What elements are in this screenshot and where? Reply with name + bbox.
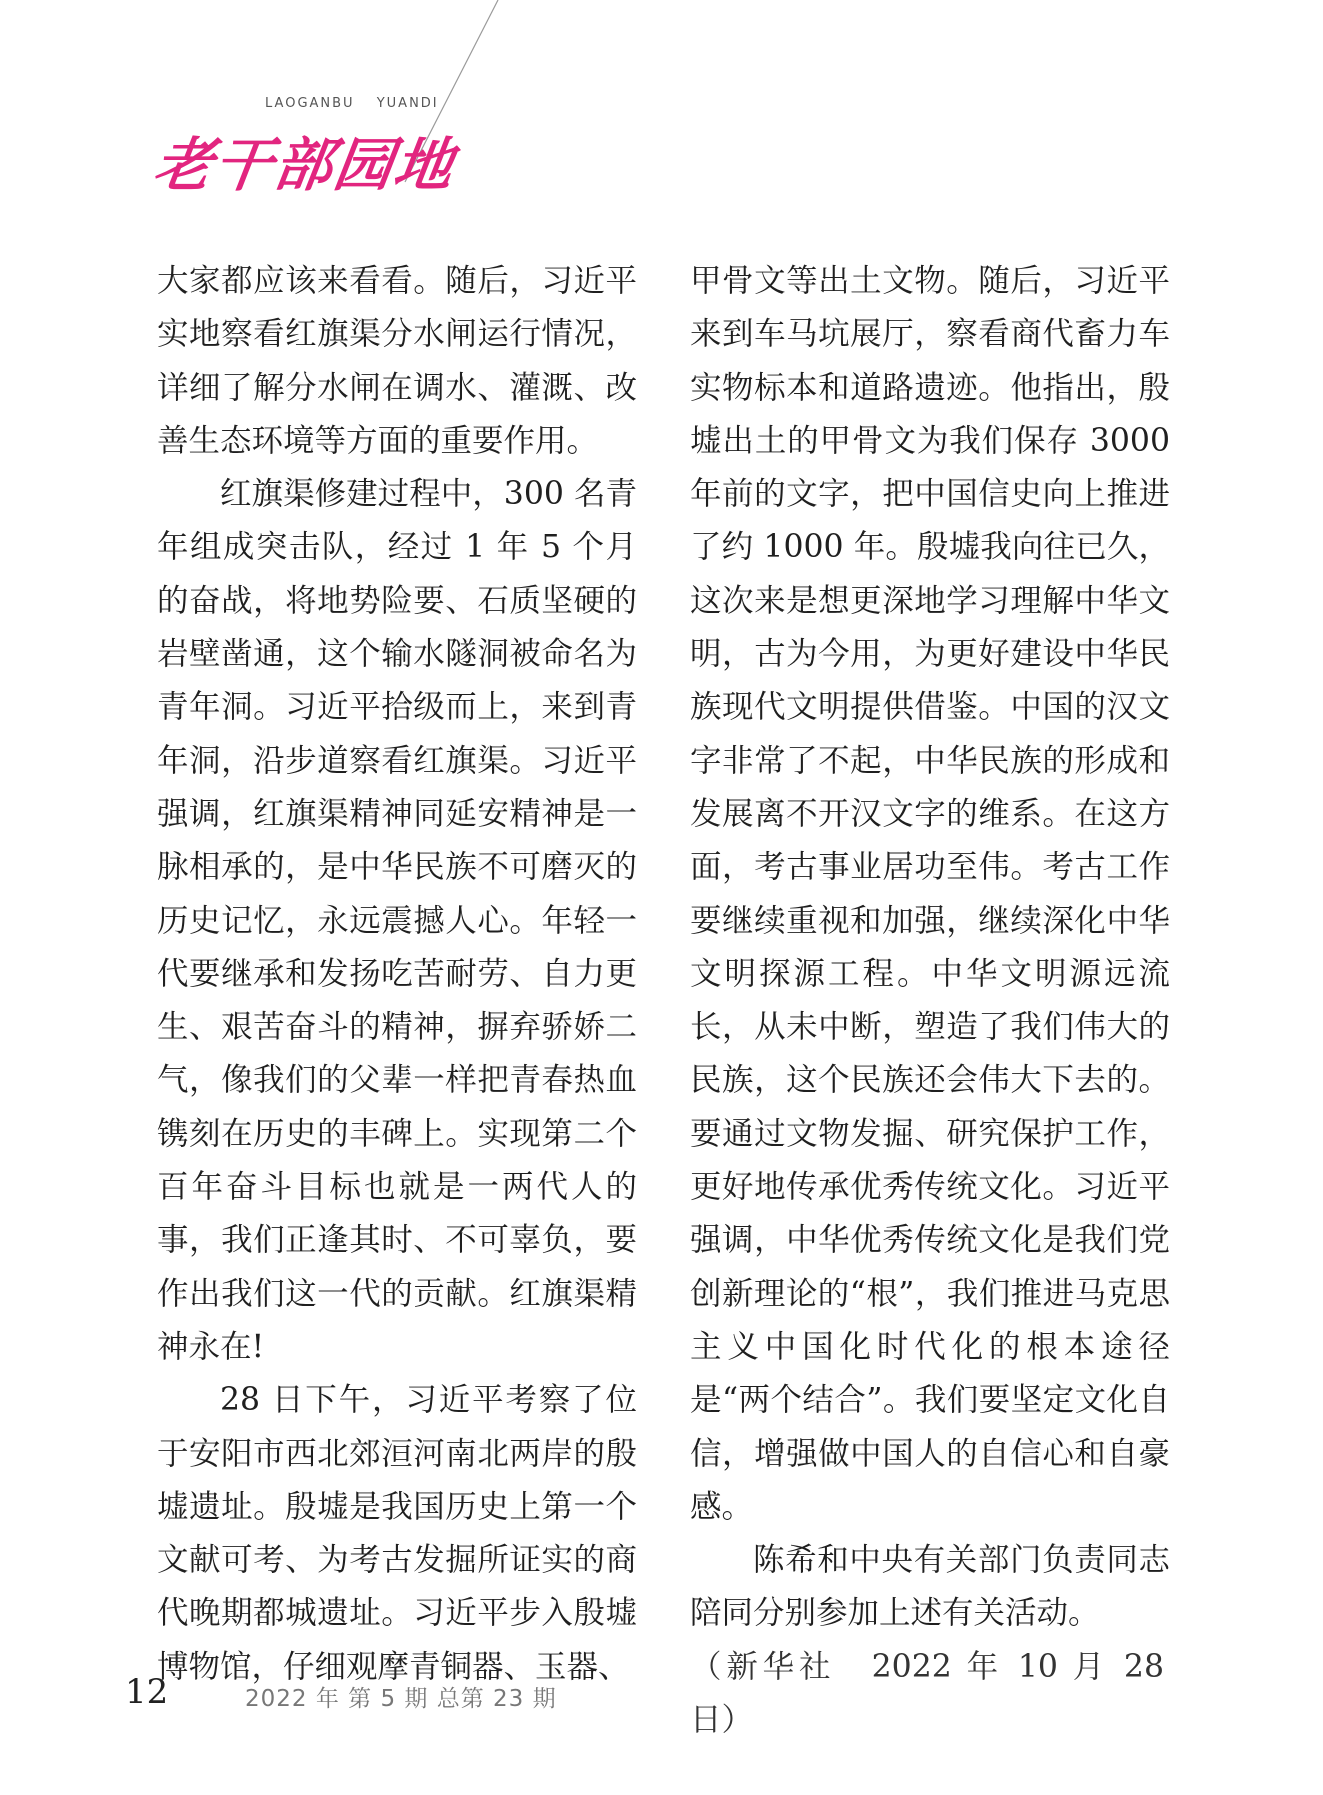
paragraph-right-2: 陈希和中央有关部门负责同志陪同分别参加上述有关活动。 (690, 1542, 1170, 1632)
masthead-english-word-1: LAOGANBU (265, 96, 355, 111)
paragraph-left-3: 28 日下午，习近平考察了位于安阳市西北郊洹河南北两岸的殷墟遗址。殷墟是我国历史上第一个文献可考、为考古发掘所证实的商代晚期都城遗址。习近平步入殷墟博物馆，仔细观摩青铜器、玉器、 (157, 1382, 637, 1685)
paragraph-right-1: 甲骨文等出土文物。随后，习近平来到车马坑展厅，察看商代畜力车实物标本和道路遗迹。他指出，殷墟出土的甲骨文为我们保存 3000 年前的文字，把中国信史向上推进了约 1000 年。殷墟我向往已久，这次来是想更深地学习理解中华文明，古为今用，为更好建设中华民族现代文明提供借鉴。中国的汉文字非常了不起，中华民族的形成和发展离不开汉文字的维系。在这方面，考古事业居功至伟。考古工作要继续重视和加强，继续深化中华文明探源工程。中华文明源远流长，从未中断，塑造了我们伟大的民族，这个民族还会伟大下去的。要通过文物发掘、研究保护工作，更好地传承优秀传统文化。习近平强调，中华优秀传统文化是我们党创新理论的“根”，我们推进马克思主义中国化时代化的根本途径是“两个结合”。我们要坚定文化自信，增强做中国人的自信心和自豪感。 (690, 263, 1170, 1525)
right-column (690, 255, 1170, 1747)
masthead-english-word-2: YUANDI (376, 96, 439, 111)
source-credit: （新华社 2022 年 10 月 28 日） (690, 1648, 1164, 1739)
masthead-english (265, 96, 439, 111)
issue-info: 2022 年 第 5 期 总第 23 期 (245, 1686, 557, 1712)
paragraph-left-1: 大家都应该来看看。随后，习近平实地察看红旗渠分水闸运行情况，详细了解分水闸在调水、灌溉、改善生态环境等方面的重要作用。 (157, 263, 637, 459)
masthead-logo: 老干部园地 (149, 131, 460, 199)
left-column (157, 255, 637, 1694)
page-number: 12 (125, 1672, 169, 1712)
paragraph-left-2: 红旗渠修建过程中，300 名青年组成突击队，经过 1 年 5 个月的奋战，将地势险要、石质坚硬的岩壁凿通，这个输水隧洞被命名为青年洞。习近平拾级而上，来到青年洞，沿步道察看红旗渠。习近平强调，红旗渠精神同延安精神是一脉相承的，是中华民族不可磨灭的历史记忆，永远震撼人心。年轻一代要继承和发扬吃苦耐劳、自力更生、艰苦奋斗的精神，摒弃骄娇二气，像我们的父辈一样把青春热血镌刻在历史的丰碑上。实现第二个百年奋斗目标也就是一两代人的事，我们正逢其时、不可辜负，要作出我们这一代的贡献。红旗渠精神永在! (157, 476, 637, 1365)
